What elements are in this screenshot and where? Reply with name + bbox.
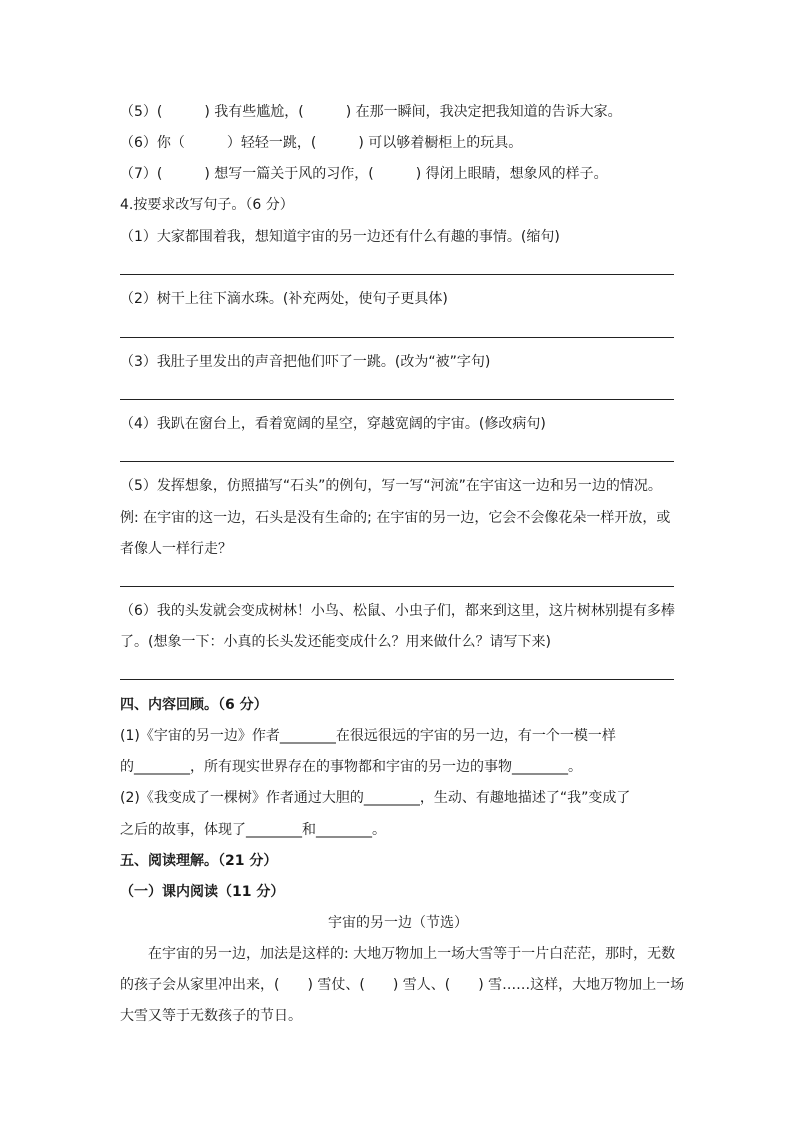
answer-line-6[interactable] xyxy=(120,679,674,680)
answer-line-5[interactable] xyxy=(120,586,674,587)
passage-title: 宇宙的另一边（节选） xyxy=(328,915,468,931)
review-line-2: 的________，所有现实世界存在的事物都和宇宙的另一边的事物________。 xyxy=(120,759,582,775)
passage-line-1: 在宇宙的另一边，加法是这样的: 大地万物加上一场大雪等于一片白茫茫，那时，无数 xyxy=(148,946,676,962)
review-line-4: 之后的故事，体现了________和________。 xyxy=(120,822,386,838)
answer-line-4[interactable] xyxy=(120,461,674,462)
part-five-subheading: （一）课内阅读（11 分） xyxy=(120,884,285,900)
fill-item-5: （5）( ) 我有些尴尬，( ) 在那一瞬间，我决定把我知道的告诉大家。 xyxy=(120,104,622,120)
section-4-heading: 4.按要求改写句子。（6 分） xyxy=(120,197,294,213)
answer-line-2[interactable] xyxy=(120,337,674,338)
fill-item-7: （7）( ) 想写一篇关于风的习作，( ) 得闭上眼睛，想象风的样子。 xyxy=(120,166,608,182)
rewrite-item-5: （5）发挥想象，仿照描写“石头”的例句，写一写“河流”在宇宙这一边和另一边的情况。 xyxy=(120,478,662,494)
fill-item-6: （6）你（ ）轻轻一跳，( ) 可以够着橱柜上的玩具。 xyxy=(120,135,523,151)
review-line-3: (2)《我变成了一棵树》作者通过大胆的________，生动、有趣地描述了“我”变成了 xyxy=(120,790,631,806)
rewrite-item-4: （4）我趴在窗台上，看着宽阔的星空，穿越宽阔的宇宙。(修改病句) xyxy=(120,416,546,432)
rewrite-item-3: （3）我肚子里发出的声音把他们吓了一跳。(改为“被”字句) xyxy=(120,354,491,370)
passage-line-2: 的孩子会从家里冲出来，( ) 雪仗、( ) 雪人、( ) 雪……这样，大地万物加上一场 xyxy=(120,977,685,993)
part-five-heading: 五、阅读理解。（21 分） xyxy=(120,853,278,869)
rewrite-item-6: （6）我的头发就会变成树林！小鸟、松鼠、小虫子们，都来到这里，这片树林别提有多棒 xyxy=(120,603,675,619)
rewrite-item-6-cont: 了。(想象一下：小真的长头发还能变成什么？用来做什么？请写下来) xyxy=(120,634,551,650)
rewrite-item-1: （1）大家都围着我，想知道宇宙的另一边还有什么有趣的事情。(缩句) xyxy=(120,229,560,245)
passage-line-3: 大雪又等于无数孩子的节日。 xyxy=(120,1008,302,1024)
rewrite-item-5-example: 例: 在宇宙的这一边，石头是没有生命的; 在宇宙的另一边，它会不会像花朵一样开放，或 xyxy=(120,510,671,526)
review-line-1: (1)《宇宙的另一边》作者________在很远很远的宇宙的另一边，有一个一模一样 xyxy=(120,728,616,744)
answer-line-3[interactable] xyxy=(120,399,674,400)
part-four-heading: 四、内容回顾。（6 分） xyxy=(120,697,268,713)
rewrite-item-2: （2）树干上往下滴水珠。(补充两处，使句子更具体) xyxy=(120,291,448,307)
answer-line-1[interactable] xyxy=(120,274,674,275)
rewrite-item-5-example-cont: 者像人一样行走？ xyxy=(120,541,232,557)
